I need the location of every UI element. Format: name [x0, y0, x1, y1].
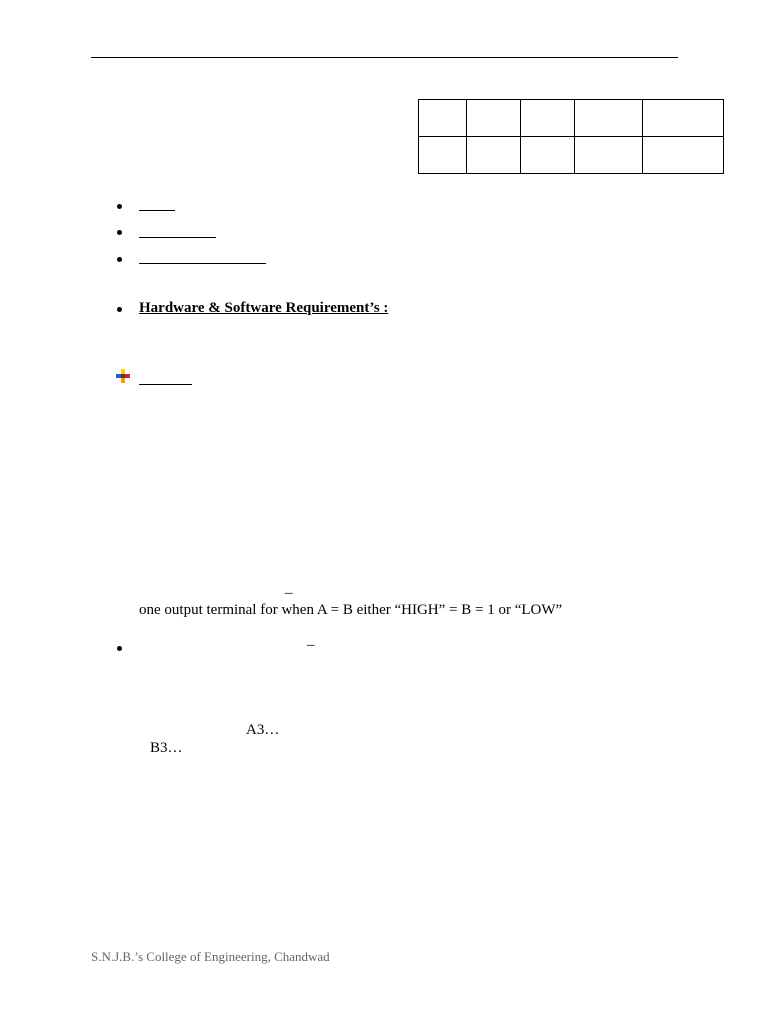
bullet: [117, 204, 122, 209]
header-info-table: [418, 99, 724, 174]
table-cell: [575, 100, 643, 137]
table-cell: [643, 137, 724, 174]
blank-underline: [139, 263, 266, 264]
bullet: [117, 230, 122, 235]
table-cell: [521, 137, 575, 174]
blank-underline: [139, 237, 216, 238]
dash-mark: –: [307, 637, 315, 653]
section-marker-icon: [116, 369, 130, 383]
bullet: [117, 257, 122, 262]
requirements-heading: Hardware & Software Requirement’s :: [139, 300, 389, 316]
bullet: [117, 307, 122, 312]
table-row: [419, 137, 724, 174]
table-cell: [575, 137, 643, 174]
header-rule: [91, 57, 678, 58]
table-cell: [419, 100, 467, 137]
blank-underline: [139, 210, 175, 211]
table-cell: [643, 100, 724, 137]
comparator-description: one output terminal for when A = B either “HIGH” = B = 1 or “LOW”: [139, 602, 563, 618]
table-cell: [521, 100, 575, 137]
input-b3-label: B3…: [150, 740, 183, 756]
input-a3-label: A3…: [246, 722, 280, 738]
blank-underline: [139, 384, 192, 385]
bullet: [117, 646, 122, 651]
page-footer: S.N.J.B.’s College of Engineering, Chandwad: [91, 949, 330, 964]
table-cell: [467, 137, 521, 174]
dash-mark: –: [285, 585, 293, 601]
table-row: [419, 100, 724, 137]
table-cell: [467, 100, 521, 137]
table-cell: [419, 137, 467, 174]
